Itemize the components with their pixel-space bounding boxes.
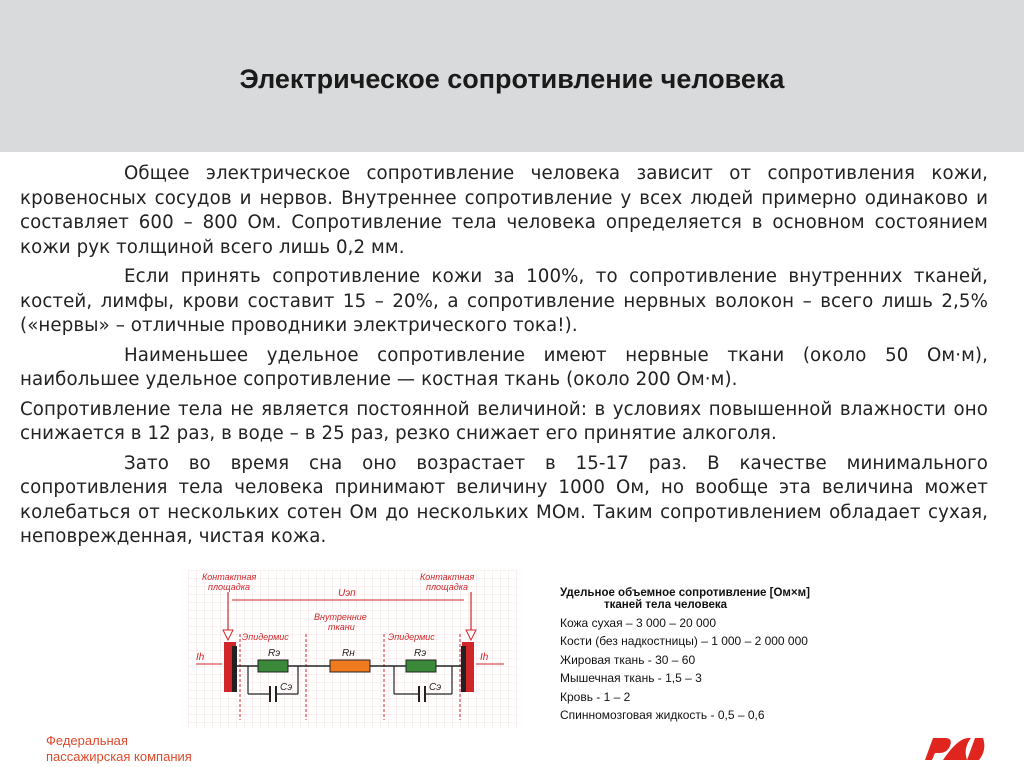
resistivity-subheading: тканей тела человека (604, 599, 728, 611)
resistivity-item: Спинномозговая жидкость - 0,5 – 0,6 (560, 708, 765, 723)
paragraph: Зато во время сна оно возрастает в 15-17 раз. В качестве минимального сопротивления тела человека принимают величину 1000 Ом, но вообще эта величина может колебаться от нескольких сотен Ом до нескольких МОм. Таким сопротивлением обладает сухая, неповрежденная, чистая кожа. (20, 452, 988, 547)
company-name (46, 733, 192, 765)
resistivity-item: Кожа сухая – 3 000 – 20 000 (560, 616, 717, 630)
contact-label-right: площадка (426, 582, 469, 592)
capacitor-label: Сэ (429, 682, 442, 693)
resistivity-table (560, 587, 860, 724)
electrode-left (232, 646, 237, 692)
capacitor-label: Сэ (280, 682, 293, 693)
resistor-rn (330, 660, 370, 672)
logo-letter-d (967, 738, 984, 760)
resistivity-item: Жировая ткань - 30 – 60 (560, 652, 696, 667)
paragraph: Общее электрическое сопротивление человека зависит от сопротивления кожи, кровеносных сосудов и нервов. Внутреннее сопротивление у всех людей примерно одинаково и составляет 600 – 800 Ом. Сопротивление тела человека определяется в основном состоянием кожи рук толщиной всего лишь 0,2 мм. (20, 163, 988, 258)
resistor-re-left (258, 660, 288, 672)
current-label-right: Ih (480, 652, 489, 663)
contact-label-left: площадка (208, 582, 251, 592)
company-name-line: пассажирская компания (46, 749, 192, 764)
company-name-line: Федеральная (46, 733, 128, 748)
resistor-label: Rн (342, 648, 355, 659)
inner-tissue-label: ткани (328, 622, 355, 632)
slide-title: Электрическое сопротивление человека (239, 64, 785, 94)
electrode-right (461, 646, 466, 692)
paragraph: Если принять сопротивление кожи за 100%, то сопротивление внутренних тканей, костей, лимфы, крови составит 15 – 20%, а сопротивление нервных волокон – всего лишь 2,5% («нервы» – отличные проводники электрического тока!). (20, 266, 988, 336)
epidermis-label-right: Эпидермис (388, 632, 435, 642)
resistivity-heading: Удельное объемное сопротивление [Ом×м] (560, 587, 810, 599)
resistivity-item: Кровь - 1 – 2 (560, 689, 631, 704)
paragraph: Наименьшее удельное сопротивление имеют нервные ткани (около 50 Ом·м), наибольшее удельное сопротивление — костная ткань (около 200 Ом·м). (20, 344, 988, 390)
voltage-label: Uэп (338, 588, 356, 599)
resistor-label: Rэ (268, 648, 281, 659)
current-label-left: Ih (196, 652, 205, 663)
contact-label-left: Контактная (202, 572, 257, 582)
equivalent-circuit-diagram (188, 570, 518, 728)
resistor-label: Rэ (414, 648, 427, 659)
paragraph: Сопротивление тела не является постоянной величиной: в условиях повышенной влажности оно снижается в 12 раз, в воде – в 25 раз, резко снижает его принятие алкоголя. (20, 398, 988, 444)
inner-tissue-label: Внутренние (314, 612, 367, 622)
rzd-logo (919, 730, 989, 764)
resistivity-item: Кости (без надкостницы) – 1 000 – 2 000 000 (560, 634, 808, 649)
contact-label-right: Контактная (420, 572, 475, 582)
body-text (20, 162, 988, 555)
epidermis-label-left: Эпидермис (242, 632, 289, 642)
resistor-re-right (406, 660, 436, 672)
resistivity-item: Мышечная ткань - 1,5 – 3 (560, 671, 702, 686)
